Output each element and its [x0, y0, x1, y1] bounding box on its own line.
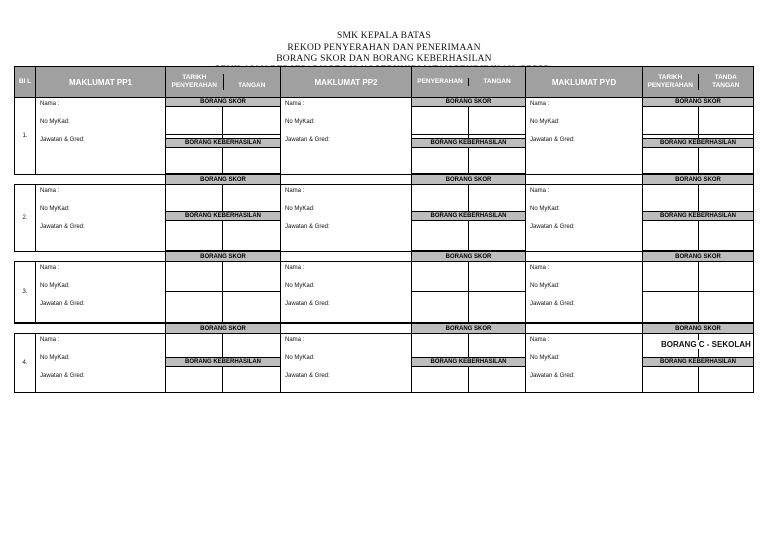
tarikh-cell[interactable]	[166, 107, 223, 135]
borang-skor-label: BORANG SKOR	[412, 252, 526, 262]
record-table	[14, 66, 754, 393]
mykad-label: No MyKad:	[530, 355, 560, 361]
pp2-info	[281, 185, 412, 252]
mykad-label: No MyKad:	[285, 206, 315, 212]
pp1-penyerahan-label: PENYERAHAN	[171, 82, 217, 89]
pp2-tarikh-header	[412, 67, 526, 98]
tarikh-cell[interactable]	[412, 185, 469, 212]
tarikh-cell[interactable]	[643, 148, 699, 174]
borang-skor-label: BORANG SKOR	[412, 98, 526, 107]
maklumat-pp1-header: MAKLUMAT PP1	[36, 67, 166, 98]
mykad-label: No MyKad:	[530, 119, 560, 125]
mykad-label: No MyKad:	[40, 119, 70, 125]
jawatan-label: Jawatan & Gred:	[40, 301, 85, 307]
jawatan-label: Jawatan & Gred:	[40, 137, 85, 143]
nama-label: Nama :	[285, 337, 305, 343]
borang-skor-label: BORANG SKOR	[166, 324, 281, 334]
tandatangan-cell[interactable]	[699, 148, 754, 174]
tandatangan-cell[interactable]	[699, 221, 754, 251]
mykad-label: No MyKad:	[285, 355, 315, 361]
row-2-skor-band	[15, 175, 754, 185]
tarikh-cell[interactable]	[166, 221, 223, 251]
borang-keberhasilan-label: BORANG KEBERHASILAN	[166, 358, 281, 367]
borang-skor-label: BORANG SKOR	[412, 175, 526, 185]
tarikh-cell[interactable]	[643, 221, 699, 251]
tandatangan-cell[interactable]	[469, 292, 526, 323]
tandatangan-cell[interactable]	[699, 185, 754, 212]
tandatangan-cell[interactable]	[223, 148, 281, 174]
pp2-info	[281, 98, 412, 175]
row-3-skor-cells	[15, 262, 754, 292]
tarikh-cell[interactable]	[412, 334, 469, 358]
pp2-tangan-label: TANGAN	[468, 78, 525, 86]
jawatan-label: Jawatan & Gred:	[530, 137, 575, 143]
borang-keberhasilan-label: BORANG KEBERHASILAN	[412, 212, 526, 221]
tandatangan-cell[interactable]	[223, 107, 281, 135]
borang-skor-label: BORANG SKOR	[643, 98, 754, 107]
row-number: 4.	[15, 334, 36, 393]
pp1-tarikh-header	[166, 67, 281, 98]
nama-label: Nama :	[40, 101, 60, 107]
borang-skor-label: BORANG SKOR	[643, 175, 754, 185]
tarikh-cell[interactable]	[643, 262, 699, 292]
jawatan-label: Jawatan & Gred:	[285, 301, 330, 307]
jawatan-label: Jawatan & Gred:	[530, 224, 575, 230]
mykad-label: No MyKad:	[40, 283, 70, 289]
pp2-penyerahan-label: PENYERAHAN	[417, 78, 463, 85]
row-4-skor-band	[15, 324, 754, 334]
tandatangan-cell[interactable]	[469, 185, 526, 212]
nama-label: Nama :	[530, 188, 550, 194]
tarikh-cell[interactable]	[166, 367, 223, 393]
tandatangan-cell[interactable]	[469, 221, 526, 251]
mykad-label: No MyKad:	[40, 206, 70, 212]
tandatangan-cell[interactable]	[699, 367, 754, 393]
tarikh-cell[interactable]	[412, 367, 469, 393]
nama-label: Nama :	[530, 337, 550, 343]
tarikh-cell[interactable]	[166, 262, 223, 292]
mykad-label: No MyKad:	[285, 283, 315, 289]
borang-skor-label: BORANG SKOR	[166, 175, 281, 185]
borang-keberhasilan-label: BORANG KEBERHASILAN	[166, 139, 281, 148]
tandatangan-cell[interactable]	[223, 185, 281, 212]
pyd-tarikh-header	[643, 67, 754, 98]
tarikh-cell[interactable]	[166, 292, 223, 323]
row-4-skor-cells	[15, 334, 754, 358]
tarikh-cell[interactable]	[412, 148, 469, 174]
tandatangan-cell[interactable]	[469, 334, 526, 358]
row-2-skor-cells	[15, 185, 754, 212]
pp1-info	[36, 334, 166, 393]
borang-skor-label: BORANG SKOR	[166, 252, 281, 262]
maklumat-pp2-header: MAKLUMAT PP2	[281, 67, 412, 98]
row-3-skor-band	[15, 252, 754, 262]
pyd-tarikh-label: TARIKH	[658, 74, 683, 81]
title-line-3: BORANG SKOR DAN BORANG KEBERHASILAN	[276, 54, 492, 64]
pp2-info	[281, 334, 412, 393]
nama-label: Nama :	[40, 265, 60, 271]
pp1-tangan-label: TANGAN	[223, 82, 281, 90]
pyd-tanda-label: TANDA	[698, 74, 754, 82]
nama-label: Nama :	[530, 101, 550, 107]
pyd-info	[526, 334, 643, 393]
pyd-penyerahan-label: PENYERAHAN	[647, 82, 693, 89]
tandatangan-cell[interactable]	[223, 367, 281, 393]
jawatan-label: Jawatan & Gred:	[285, 137, 330, 143]
school-name: SMK KEPALA BATAS	[337, 31, 431, 41]
tarikh-cell[interactable]	[166, 148, 223, 174]
tandatangan-cell[interactable]	[223, 262, 281, 292]
nama-label: Nama :	[530, 265, 550, 271]
pyd-info	[526, 262, 643, 323]
document-title	[0, 31, 768, 66]
borang-keberhasilan-label: BORANG KEBERHASILAN	[412, 139, 526, 148]
borang-keberhasilan-label: BORANG KEBERHASILAN	[643, 139, 754, 148]
tarikh-cell[interactable]	[643, 107, 699, 135]
borang-keberhasilan-label: BORANG KEBERHASILAN	[643, 212, 754, 221]
bil-header: BI L	[15, 67, 36, 98]
tarikh-cell[interactable]	[412, 262, 469, 292]
mykad-label: No MyKad:	[40, 355, 70, 361]
mykad-label: No MyKad:	[285, 119, 315, 125]
tandatangan-cell[interactable]	[223, 221, 281, 251]
pyd-tangan-label: TANGAN	[698, 82, 754, 90]
pp1-tarikh-label: TARIKH	[182, 74, 207, 81]
tandatangan-cell[interactable]	[469, 262, 526, 292]
tarikh-cell[interactable]	[643, 185, 699, 212]
jawatan-label: Jawatan & Gred:	[285, 373, 330, 379]
jawatan-label: Jawatan & Gred:	[40, 224, 85, 230]
borang-c-sekolah-stamp: BORANG C - SEKOLAH	[661, 340, 751, 349]
nama-label: Nama :	[40, 337, 60, 343]
pyd-info	[526, 185, 643, 252]
tarikh-cell[interactable]	[412, 292, 469, 323]
row-1-skor-band	[15, 98, 754, 107]
tarikh-cell[interactable]	[166, 334, 223, 358]
nama-label: Nama :	[285, 101, 305, 107]
borang-keberhasilan-label: BORANG KEBERHASILAN	[643, 358, 754, 367]
row-number: 3.	[15, 262, 36, 323]
tandatangan-cell[interactable]	[223, 334, 281, 358]
nama-label: Nama :	[285, 265, 305, 271]
header-row	[15, 67, 754, 98]
tandatangan-cell[interactable]	[699, 262, 754, 292]
jawatan-label: Jawatan & Gred:	[530, 373, 575, 379]
tarikh-cell[interactable]	[166, 185, 223, 212]
title-line-2: REKOD PENYERAHAN DAN PENERIMAAN	[287, 42, 481, 53]
tandatangan-cell[interactable]	[699, 107, 754, 135]
tarikh-cell[interactable]	[412, 221, 469, 251]
jawatan-label: Jawatan & Gred:	[530, 301, 575, 307]
row-number: 1.	[15, 98, 36, 175]
borang-skor-label: BORANG SKOR	[412, 324, 526, 334]
tandatangan-cell[interactable]	[469, 148, 526, 174]
jawatan-label: Jawatan & Gred:	[285, 224, 330, 230]
pyd-info	[526, 98, 643, 175]
pp1-info	[36, 98, 166, 175]
borang-keberhasilan-label: BORANG KEBERHASILAN	[412, 358, 526, 367]
mykad-label: No MyKad:	[530, 206, 560, 212]
tandatangan-cell[interactable]	[469, 367, 526, 393]
borang-keberhasilan-label: BORANG KEBERHASILAN	[166, 212, 281, 221]
pp1-info	[36, 262, 166, 323]
nama-label: Nama :	[40, 188, 60, 194]
tandatangan-cell[interactable]	[699, 292, 754, 323]
tandatangan-cell[interactable]	[469, 107, 526, 135]
jawatan-label: Jawatan & Gred:	[40, 373, 85, 379]
tarikh-cell[interactable]	[643, 367, 699, 393]
borang-skor-label: BORANG SKOR	[643, 324, 754, 334]
row-number: 2.	[15, 185, 36, 252]
pp1-info	[36, 185, 166, 252]
borang-skor-label: BORANG SKOR	[643, 252, 754, 262]
tandatangan-cell[interactable]	[223, 292, 281, 323]
borang-skor-label: BORANG SKOR	[166, 98, 281, 107]
pp2-info	[281, 262, 412, 323]
nama-label: Nama :	[285, 188, 305, 194]
maklumat-pyd-header: MAKLUMAT PYD	[526, 67, 643, 98]
mykad-label: No MyKad:	[530, 283, 560, 289]
tarikh-cell[interactable]	[643, 292, 699, 323]
tarikh-cell[interactable]	[412, 107, 469, 135]
